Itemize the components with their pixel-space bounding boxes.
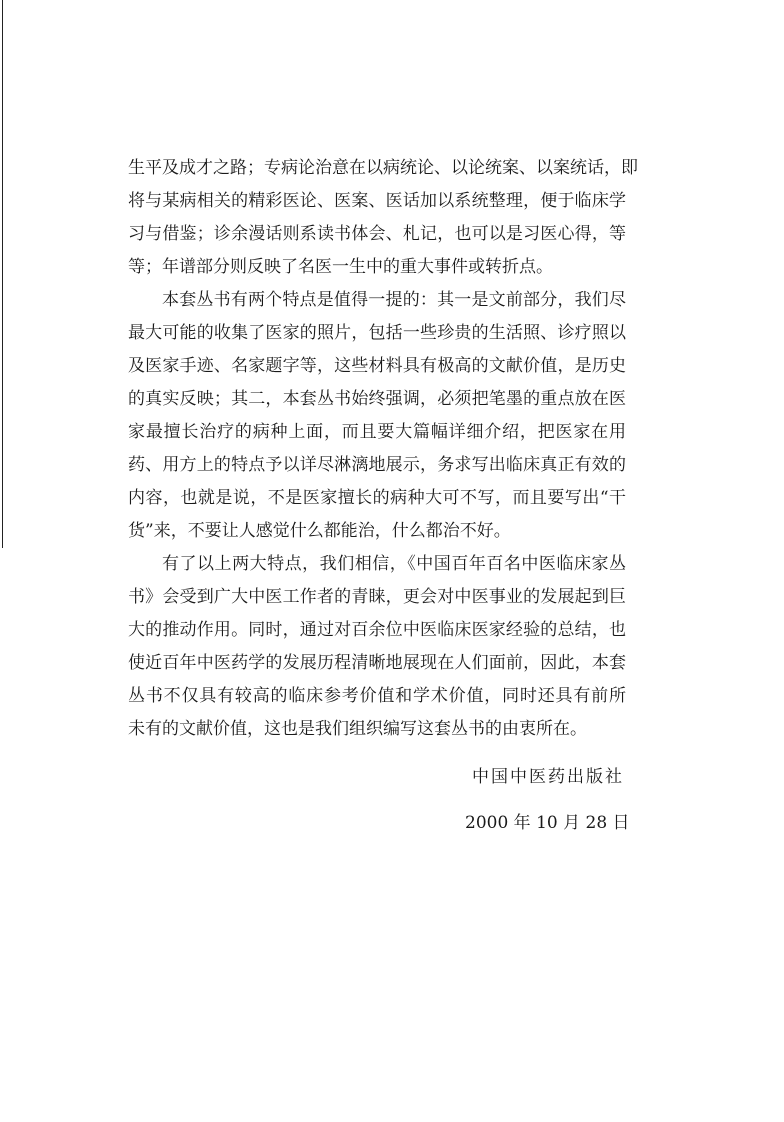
text-line: 本套丛书有两个特点是值得一提的：其一是文前部分，我们尽: [162, 290, 626, 310]
text-line: 习与借鉴；诊余漫话则系读书体会、札记，也可以是习医心得，等: [128, 224, 626, 244]
text-line: 药、用方上的特点予以详尽淋漓地展示，务求写出临床真正有效的: [128, 455, 626, 475]
text-line: 有了以上两大特点，我们相信，《中国百年百名中医临床家丛: [162, 554, 626, 574]
signature-date: 2000 年 10 月 28 日: [465, 813, 630, 833]
text-line: 将与某病相关的精彩医论、医案、医话加以系统整理，便于临床学: [128, 191, 626, 211]
text-line: 书》会受到广大中医工作者的青睐，更会对中医事业的发展起到巨: [128, 587, 626, 607]
text-line: 的真实反映；其二，本套丛书始终强调，必须把笔墨的重点放在医: [128, 389, 626, 409]
text-line: 家最擅长治疗的病种上面，而且要大篇幅详细介绍，把医家在用: [128, 422, 626, 442]
body-text: [128, 156, 638, 750]
text-line: 生平及成才之路；专病论治意在以病统论、以论统案、以案统话，即: [128, 158, 638, 178]
text-line: 货”来，不要让人感觉什么都能治，什么都治不好。: [128, 521, 511, 541]
text-line: 及医家手迹、名家题字等，这些材料具有极高的文献价值，是历史: [128, 356, 626, 376]
page-edge-line: [2, 0, 3, 548]
text-line: 使近百年中医药学的发展历程清晰地展现在人们面前，因此，本套: [128, 653, 626, 673]
text-line: 内容，也就是说，不是医家擅长的病种大可不写，而且要写出“干: [128, 488, 626, 508]
text-line: 丛书不仅具有较高的临床参考价值和学术价值，同时还具有前所: [128, 686, 626, 706]
text-line: 未有的文献价值，这也是我们组织编写这套丛书的由衷所在。: [128, 719, 587, 739]
text-line: 最大可能的收集了医家的照片，包括一些珍贵的生活照、诊疗照以: [128, 323, 626, 343]
text-line: 大的推动作用。同时，通过对百余位中医临床医家经验的总结，也: [128, 620, 626, 640]
publisher-name: 中国中医药出版社: [472, 767, 624, 787]
text-line: 等；年谱部分则反映了名医一生中的重大事件或转折点。: [128, 257, 553, 277]
